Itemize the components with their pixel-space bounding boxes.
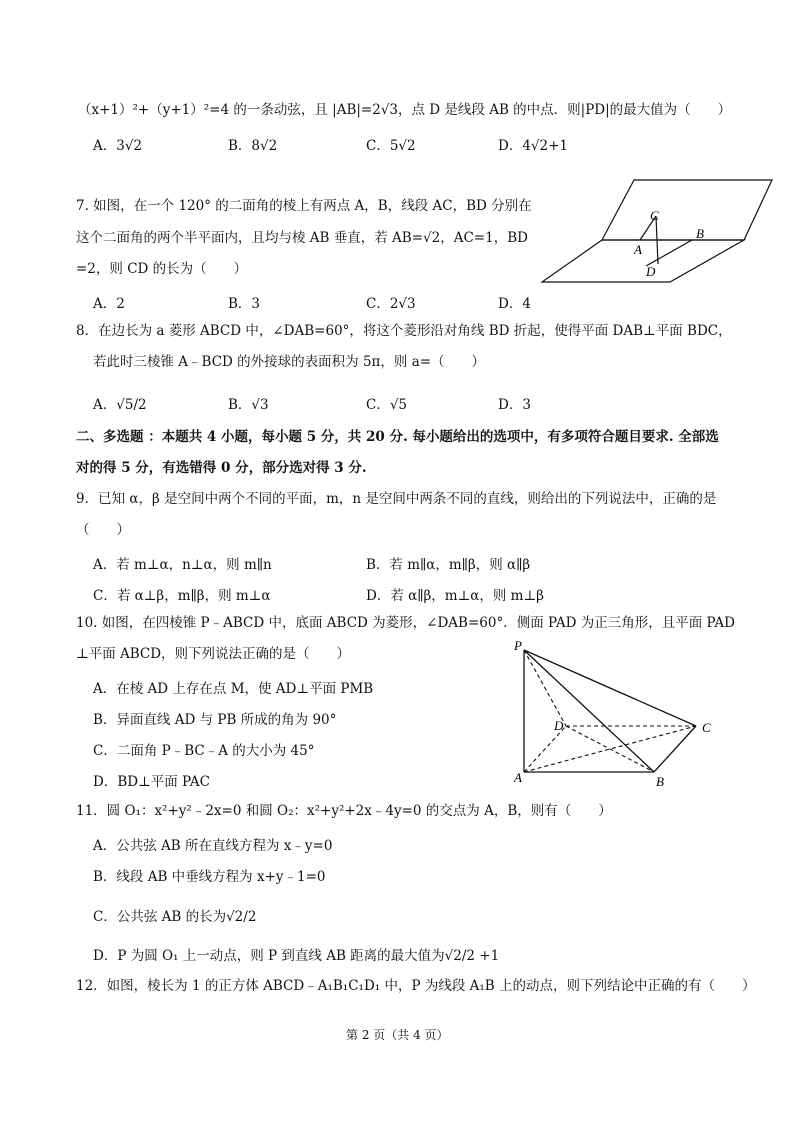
q9-line2: （ ） xyxy=(76,522,130,538)
q10-option-b: B．异面直线 AD 与 PB 所成的角为 90° xyxy=(93,712,337,728)
q6-option-c: C．5√2 xyxy=(366,138,416,154)
q11-option-a: A．公共弦 AB 所在直线方程为 x﹣y=0 xyxy=(93,838,333,854)
q9-option-a: A．若 m⊥α，n⊥α，则 m∥n xyxy=(93,557,272,573)
q8-option-a: A．√5/2 xyxy=(93,397,147,413)
q7-option-a: A．2 xyxy=(93,296,125,312)
q7-line2: 这个二面角的两个半平面内，且均与棱 AB 垂直，若 AB=√2，AC=1，BD xyxy=(76,230,528,246)
q7-option-d: D．4 xyxy=(498,296,531,312)
q6-stem: （x+1）²+（y+1）²=4 的一条动弦，且 |AB|=2√3，点 D 是线段 AB 的中点．则|PD|的最大值为（ ） xyxy=(78,102,732,118)
q7-dihedral-figure xyxy=(536,176,776,286)
q10-option-d: D．BD⊥平面 PAC xyxy=(93,774,210,790)
q9-option-b: B．若 m∥α，m∥β，则 α∥β xyxy=(366,557,531,573)
q10-label-d: D xyxy=(554,718,564,733)
q7-label-c: C xyxy=(650,208,659,223)
q10-option-c: C．二面角 P﹣BC﹣A 的大小为 45° xyxy=(93,743,315,759)
q11-option-d: D．P 为圆 O₁ 上一动点，则 P 到直线 AB 距离的最大值为√2/2 +1 xyxy=(93,948,500,964)
q6-option-a: A．3√2 xyxy=(93,138,143,154)
q12-stem: 12．如图，棱长为 1 的正方体 ABCD﹣A₁B₁C₁D₁ 中，P 为线段 A₁B 上的动点，则下列结论中正确的有（ ） xyxy=(76,978,756,994)
q7-line1: 7. 如图，在一个 120° 的二面角的棱上有两点 A，B，线段 AC，BD 分别在 xyxy=(76,198,532,214)
q10-line1: 10. 如图，在四棱锥 P﹣ABCD 中，底面 ABCD 为菱形，∠DAB=60°．侧面 PAD 为正三角形，且平面 PAD xyxy=(76,615,735,631)
q9-line1: 9．已知 α，β 是空间中两个不同的平面，m，n 是空间中两条不同的直线，则给出的下列说法中，正确的是 xyxy=(76,491,717,507)
q11-stem: 11．圆 O₁：x²+y²﹣2x=0 和圆 O₂：x²+y²+2x﹣4y=0 的交点为 A，B，则有（ ） xyxy=(76,803,612,819)
q9-option-d: D．若 α∥β，m⊥α，则 m⊥β xyxy=(366,588,544,604)
q10-pyramid-figure xyxy=(506,636,722,792)
q11-option-c: C．公共弦 AB 的长为√2/2 xyxy=(93,909,257,925)
q7-option-c: C．2√3 xyxy=(366,296,416,312)
q11-option-b: B．线段 AB 中垂线方程为 x+y﹣1=0 xyxy=(93,869,326,885)
section2-line1: 二、多选题 ：本题共 4 小题，每小题 5 分，共 20 分. 每小题给出的选项中，有多项符合题目要求. 全部选 xyxy=(76,429,719,445)
q7-label-d: D xyxy=(646,264,656,279)
page-footer: 第 2 页（共 4 页） xyxy=(346,1028,449,1042)
q7-label-b: B xyxy=(696,226,704,241)
q6-option-b: B．8√2 xyxy=(228,138,278,154)
q8-option-c: C．√5 xyxy=(366,397,408,413)
q8-line1: 8．在边长为 a 菱形 ABCD 中，∠DAB=60°，将这个菱形沿对角线 BD 折起，使得平面 DAB⊥平面 BDC， xyxy=(76,323,732,339)
q7-line3: =2，则 CD 的长为（ ） xyxy=(76,261,248,277)
q7-option-b: B．3 xyxy=(228,296,261,312)
q8-option-b: B．√3 xyxy=(228,397,269,413)
q7-label-a: A xyxy=(634,242,642,257)
q6-option-d: D．4√2+1 xyxy=(498,138,569,154)
q10-label-c: C xyxy=(702,720,711,735)
q10-label-a: A xyxy=(514,770,522,785)
q10-line2: ⊥平面 ABCD，则下列说法正确的是（ ） xyxy=(76,646,351,662)
q8-line2: 若此时三棱锥 A﹣BCD 的外接球的表面积为 5π，则 a=（ ） xyxy=(93,354,486,370)
section2-line2: 对的得 5 分，有选错得 0 分，部分选对得 3 分. xyxy=(76,460,367,476)
q10-label-p: P xyxy=(514,638,522,653)
q10-label-b: B xyxy=(656,774,664,789)
q8-option-d: D．3 xyxy=(498,397,531,413)
q9-option-c: C．若 α⊥β，m∥β，则 m⊥α xyxy=(93,588,271,604)
q10-option-a: A．在棱 AD 上存在点 M，使 AD⊥平面 PMB xyxy=(93,681,374,697)
